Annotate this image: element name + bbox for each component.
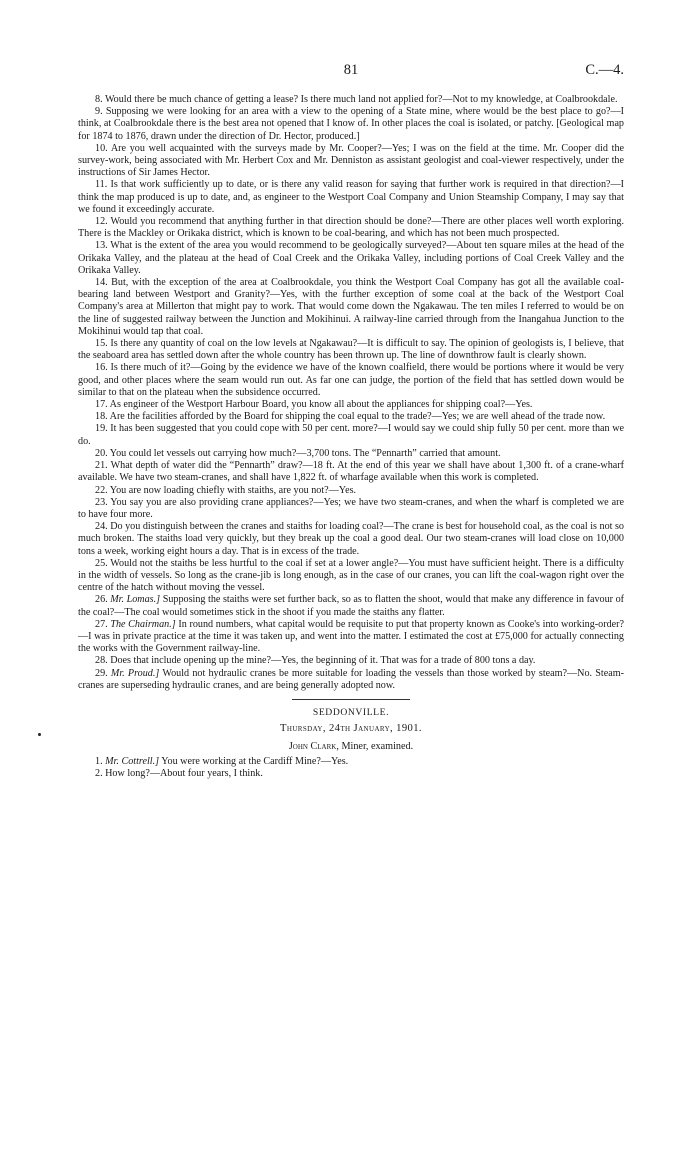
paragraph-9: 9. Supposing we were looking for an area with a view to the opening of a State mine, where would be the best place to go?—I think, at Coalbrookdale there is the best area not opened that I know of. In other places the coal is isolated, or patchy. [Geological map for 1874 to 1876, drawn under the direction of Dr. Hector, produced.] (78, 106, 624, 142)
paragraph-27-text: In round numbers, what capital would be requisite to put that property known as Cooke's into working-order?—I was in private practice at the time it was taken up, and went into the matter. I estimated the cost at £75,000 for actually connecting the works with the Government railway-line. (78, 618, 625, 655)
speaker-mr-lomas: Mr. Lomas.] (110, 594, 161, 606)
paragraph-27: 27. The Chairman.] In round numbers, what capital would be requisite to put that property known as Cooke's into working-order?—I was in private practice at the time it was taken up, and went into the matter. I estimated the cost at £75,000 for actually connecting the works with the Government railway-line. (78, 618, 625, 655)
qa-2-number: 2. (95, 768, 103, 780)
paragraph-15: 15. Is there any quantity of coal on the low levels at Ngakawau?—It is difficult to say. The opinion of geologists is, I believe, that the seaboard area has settled down after the whole country has been thrown up. The line of downthrow fault is clearly shown. (78, 338, 624, 362)
section-date: Thursday, 24th January, 1901. (280, 722, 422, 734)
speaker-mr-proud: Mr. Proud.] (110, 667, 160, 679)
paragraph-26: 26. Mr. Lomas.] Supposing the staiths were set further back, so as to flatten the shoot, would that make any difference in favour of the coal?—The coal would sometimes stick in the shoot if you made the staiths any flatter. (78, 594, 625, 618)
document-reference: C.—4. (585, 62, 624, 78)
speaker-mr-cottrell: Mr. Cottrell.] (105, 755, 160, 767)
paragraph-18: 18. Are the facilities afforded by the Board for shipping the coal equal to the trade?—Yes; we are well ahead of the trade now. (95, 411, 606, 423)
paragraph-24: 24. Do you distinguish between the cranes and staiths for loading coal?—The crane is best for household coal, as the coal is not so much broken. The staiths load very quickly, but they break up the coal a good deal. Our two steam-cranes will load close on 10,000 tons a week, working eight hours a day. That is in excess of the trade. (78, 521, 624, 557)
section-divider (292, 699, 410, 700)
paragraph-10: 10. Are you well acquainted with the surveys made by Mr. Cooper?—Yes; I was on the field at the time. Mr. Cooper did the survey-work, being associated with Mr. Herbert Cox and Mr. Denniston as assistant geologist and coal-viewer respectively, under the instructions of Sir James Hector. (78, 142, 624, 179)
paragraph-21: 21. What depth of water did the “Pennarth” draw?—18 ft. At the end of this year we shall have about 1,300 ft. of a crane-wharf available. We have two steam-cranes, and shall have 1,822 ft. of wharfage available when this work is completed. (78, 460, 624, 484)
paragraph-13: 13. What is the extent of the area you would recommend to be geologically surveyed?—About ten square miles at the head of the Orikaka Valley, and the plateau at the head of Coal Creek and the Orikaka Valley, including portions of Coal Creek Valley and the Orikaka Valley. (78, 240, 624, 276)
paragraph-28: 28. Does that include opening up the mine?—Yes, the beginning of it. That was for a trade of 800 tons a day. (95, 655, 536, 667)
section-place: SEDDONVILLE. (312, 706, 390, 718)
speaker-chairman: The Chairman.] (110, 618, 176, 630)
qa-2 (78, 768, 624, 780)
paragraph-29-text: Would not hydraulic cranes be more suitable for loading the vessels than those worked by steam?—No. Steam-cranes are superseding hydraulic cranes, and are being generally adopted now. (78, 667, 624, 691)
page-number: 81 (343, 62, 359, 78)
paragraph-16: 16. Is there much of it?—Going by the evidence we have of the known coalfield, there would be portions where it would be very good, and other places where the seam would run out. As far one can judge, the portion of the field that has settled down would be similar to that on the plateau when the subsidence occurred. (78, 362, 624, 398)
qa-1-number: 1. (95, 755, 103, 767)
paragraph-14: 14. But, with the exception of the area at Coalbrookdale, you think the Westport Coal Company has got all the available coal-bearing land between Westport and Granity?—Yes, with the further exception of some coal at the back of the Westport Coal Company's area at Millerton that might pay to work. That would come down the Ngakawau. The ten miles I referred to would be on the line of suggested railway between the Junction and Mokihinui. A railway-line carried through from the Inangahua Junction to the Mokihinui would tap that coal. (78, 277, 624, 337)
paragraph-11: 11. Is that work sufficiently up to date, or is there any valid reason for saying that further work is required in that direction?—I think the map produced is up to date, and, as engineer to the Westport Coal Company and Union Steamship Company, I may say that we found it exceedingly accurate. (78, 179, 624, 215)
paragraph-19: 19. It has been suggested that you could cope with 50 per cent. more?—I would say we could ship fully 50 per cent. more than we do. (78, 423, 624, 447)
paragraph-17: 17. As engineer of the Westport Harbour Board, you know all about the appliances for shipping coal?—Yes. (95, 399, 533, 411)
qa-1-text: You were working at the Cardiff Mine?—Yes. (161, 755, 349, 767)
margin-mark (38, 733, 41, 736)
paragraph-8: 8. Would there be much chance of getting a lease? Is there much land not applied for?—Not to my knowledge, at Coalbrookdale. (95, 94, 618, 105)
qa-2-text: How long?—About four years, I think. (105, 768, 263, 780)
paragraph-26-text: Supposing the staiths were set further back, so as to flatten the shoot, would that make any difference in favour of the coal?—The coal would sometimes stick in the shoot if you made the staiths any flatter. (78, 594, 625, 618)
qa-1 (78, 756, 624, 768)
paragraph-25: 25. Would not the staiths be less hurtful to the coal if set at a lower angle?—You must have sufficient height. There is a difficulty in the width of vessels. So long as the crane-jib is long enough, as in the case of our cranes, you can lift the coal-wagon right over the centre of the hatch without moving the vessel. (78, 557, 624, 594)
paragraph-12: 12. Would you recommend that anything further in that direction should be done?—There are other places well worth exploring. There is the Mackley or Orikaka district, which is known to be coal-bearing, and which has not been much prospected. (78, 216, 624, 240)
body-text (78, 94, 624, 780)
testimony-paragraphs (78, 94, 624, 594)
page-header (78, 62, 624, 80)
witness-name: John Clark, (288, 740, 339, 752)
witness-description: Miner, examined. (341, 740, 414, 752)
paragraph-22: 22. You are now loading chiefly with staiths, are you not?—Yes. (95, 484, 357, 496)
paragraph-29: 29. Mr. Proud.] Would not hydraulic cranes be more suitable for loading the vessels than those worked by steam?—No. Steam-cranes are superseding hydraulic cranes, and are being generally adopted now. (78, 667, 624, 691)
paragraph-20: 20. You could let vessels out carrying how much?—3,700 tons. The “Pennarth” carried that amount. (95, 447, 501, 459)
witness-line (78, 738, 624, 756)
paragraph-23: 23. You say you are also providing crane appliances?—Yes; we have two steam-cranes, and when the wharf is completed we are to have four more. (78, 496, 624, 520)
